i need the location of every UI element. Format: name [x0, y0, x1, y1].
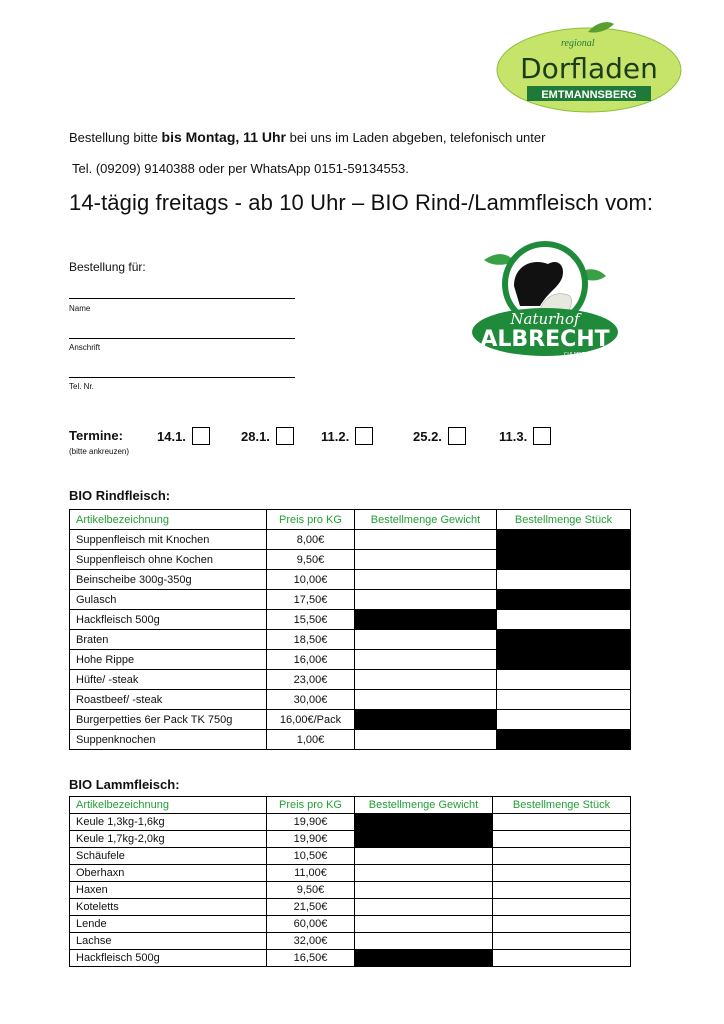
rind-table	[69, 509, 631, 750]
article-name: Schäufele	[70, 848, 267, 865]
pieces-input-cell[interactable]	[493, 865, 631, 882]
pieces-input-cell[interactable]	[493, 916, 631, 933]
article-name: Hackfleisch 500g	[70, 610, 267, 630]
article-price: 8,00€	[267, 530, 355, 550]
article-name: Keule 1,7kg-2,0kg	[70, 831, 267, 848]
article-price: 19,90€	[267, 831, 355, 848]
article-price: 9,50€	[267, 550, 355, 570]
table-row	[70, 882, 631, 899]
termine-label: Termine:	[69, 428, 123, 443]
weight-cell-blocked	[355, 831, 493, 848]
pieces-cell-blocked	[497, 550, 631, 570]
lamm-section-title: BIO Lammfleisch:	[69, 777, 180, 792]
article-price: 1,00€	[267, 730, 355, 750]
article-name: Lachse	[70, 933, 267, 950]
article-price: 10,00€	[267, 570, 355, 590]
weight-cell-blocked	[355, 814, 493, 831]
article-name: Burgerpetties 6er Pack TK 750g	[70, 710, 267, 730]
article-name: Koteletts	[70, 899, 267, 916]
table-row	[70, 933, 631, 950]
table-row	[70, 550, 631, 570]
lamm-table	[69, 796, 631, 967]
table-row	[70, 899, 631, 916]
article-price: 11,00€	[267, 865, 355, 882]
checkbox[interactable]	[533, 427, 551, 445]
logo-name: Dorfladen	[520, 52, 658, 85]
col-header-article: Artikelbezeichnung	[70, 510, 267, 530]
weight-input-cell[interactable]	[355, 933, 493, 950]
pieces-input-cell[interactable]	[497, 610, 631, 630]
weight-input-cell[interactable]	[355, 865, 493, 882]
pieces-input-cell[interactable]	[493, 848, 631, 865]
article-name: Hüfte/ -steak	[70, 670, 267, 690]
table-row	[70, 916, 631, 933]
article-price: 23,00€	[267, 670, 355, 690]
pieces-input-cell[interactable]	[493, 899, 631, 916]
pieces-cell-blocked	[497, 650, 631, 670]
date-option[interactable]: 25.2.	[413, 427, 466, 445]
pieces-input-cell[interactable]	[493, 950, 631, 967]
checkbox[interactable]	[276, 427, 294, 445]
table-row	[70, 690, 631, 710]
weight-input-cell[interactable]	[355, 550, 497, 570]
article-name: Keule 1,3kg-1,6kg	[70, 814, 267, 831]
weight-input-cell[interactable]	[355, 650, 497, 670]
article-price: 16,00€	[267, 650, 355, 670]
address-label: Anschrift	[69, 343, 101, 352]
logo-line1: Naturhof	[510, 310, 580, 328]
table-row	[70, 630, 631, 650]
weight-cell-blocked	[355, 610, 497, 630]
pieces-input-cell[interactable]	[493, 933, 631, 950]
termine-hint: (bitte ankreuzen)	[69, 447, 130, 456]
table-row	[70, 570, 631, 590]
dorfladen-logo	[496, 22, 682, 114]
article-price: 32,00€	[267, 933, 355, 950]
article-price: 9,50€	[267, 882, 355, 899]
weight-input-cell[interactable]	[355, 530, 497, 550]
weight-input-cell[interactable]	[355, 730, 497, 750]
article-name: Braten	[70, 630, 267, 650]
weight-input-cell[interactable]	[355, 916, 493, 933]
pieces-input-cell[interactable]	[493, 814, 631, 831]
weight-input-cell[interactable]	[355, 630, 497, 650]
col-header-pieces: Bestellmenge Stück	[497, 510, 631, 530]
article-name: Suppenfleisch mit Knochen	[70, 530, 267, 550]
page-title: 14-tägig freitags - ab 10 Uhr – BIO Rind-/Lammfleisch vom:	[69, 190, 654, 215]
col-header-article: Artikelbezeichnung	[70, 797, 267, 814]
article-name: Suppenfleisch ohne Kochen	[70, 550, 267, 570]
weight-input-cell[interactable]	[355, 899, 493, 916]
logo-tag: regional	[561, 38, 595, 49]
article-name: Oberhaxn	[70, 865, 267, 882]
intro-line-1: Bestellung bitte bis Montag, 11 Uhr bei uns im Laden abgeben, telefonisch unter	[69, 129, 546, 145]
name-label: Name	[69, 304, 91, 313]
rind-section-title: BIO Rindfleisch:	[69, 488, 171, 503]
date-option[interactable]: 11.3.	[499, 427, 551, 445]
table-row	[70, 831, 631, 848]
article-price: 60,00€	[267, 916, 355, 933]
col-header-weight: Bestellmenge Gewicht	[355, 797, 493, 814]
intro-line-2: Tel. (09209) 9140388 oder per WhatsApp 0151-59134553.	[72, 161, 409, 176]
naturhof-albrecht-logo	[470, 236, 620, 368]
article-name: Beinscheibe 300g-350g	[70, 570, 267, 590]
pieces-cell-blocked	[497, 630, 631, 650]
order-for-label: Bestellung für:	[69, 260, 146, 274]
weight-input-cell[interactable]	[355, 590, 497, 610]
weight-cell-blocked	[355, 710, 497, 730]
article-name: Suppenknochen	[70, 730, 267, 750]
logo-line2: ALBRECHT	[480, 327, 610, 352]
table-row	[70, 530, 631, 550]
weight-input-cell[interactable]	[355, 690, 497, 710]
weight-input-cell[interactable]	[355, 670, 497, 690]
pieces-input-cell[interactable]	[497, 670, 631, 690]
article-name: Haxen	[70, 882, 267, 899]
col-header-weight: Bestellmenge Gewicht	[355, 510, 497, 530]
phone-label: Tel. Nr.	[69, 382, 94, 391]
date-option[interactable]: 28.1.	[241, 427, 294, 445]
table-row	[70, 710, 631, 730]
name-line[interactable]	[69, 298, 295, 299]
pieces-cell-blocked	[497, 590, 631, 610]
logo-line3: CULMBERG	[563, 352, 593, 358]
pieces-cell-blocked	[497, 530, 631, 550]
article-price: 30,00€	[267, 690, 355, 710]
article-name: Lende	[70, 916, 267, 933]
weight-input-cell[interactable]	[355, 882, 493, 899]
article-price: 19,90€	[267, 814, 355, 831]
table-row	[70, 865, 631, 882]
weight-input-cell[interactable]	[355, 570, 497, 590]
article-name: Gulasch	[70, 590, 267, 610]
table-row	[70, 670, 631, 690]
article-price: 15,50€	[267, 610, 355, 630]
pieces-input-cell[interactable]	[493, 831, 631, 848]
date-option[interactable]: 14.1.	[157, 427, 210, 445]
article-name: Roastbeef/ -steak	[70, 690, 267, 710]
article-price: 21,50€	[267, 899, 355, 916]
pieces-input-cell[interactable]	[493, 882, 631, 899]
col-header-price: Preis pro KG	[267, 510, 355, 530]
checkbox[interactable]	[355, 427, 373, 445]
logo-place: EMTMANNSBERG	[541, 89, 637, 101]
table-row	[70, 730, 631, 750]
pieces-input-cell[interactable]	[497, 690, 631, 710]
table-row	[70, 590, 631, 610]
article-price: 16,00€/Pack	[267, 710, 355, 730]
weight-cell-blocked	[355, 950, 493, 967]
weight-input-cell[interactable]	[355, 848, 493, 865]
table-row	[70, 848, 631, 865]
col-header-pieces: Bestellmenge Stück	[493, 797, 631, 814]
table-row	[70, 610, 631, 630]
col-header-price: Preis pro KG	[267, 797, 355, 814]
table-row	[70, 650, 631, 670]
table-row	[70, 814, 631, 831]
article-name: Hohe Rippe	[70, 650, 267, 670]
pieces-cell-blocked	[497, 730, 631, 750]
pieces-input-cell[interactable]	[497, 710, 631, 730]
article-price: 17,50€	[267, 590, 355, 610]
date-option[interactable]: 11.2.	[321, 427, 373, 445]
checkbox[interactable]	[448, 427, 466, 445]
article-price: 18,50€	[267, 630, 355, 650]
table-row	[70, 950, 631, 967]
article-price: 10,50€	[267, 848, 355, 865]
pieces-input-cell[interactable]	[497, 570, 631, 590]
address-line[interactable]	[69, 338, 295, 339]
phone-line[interactable]	[69, 377, 295, 378]
article-name: Hackfleisch 500g	[70, 950, 267, 967]
article-price: 16,50€	[267, 950, 355, 967]
checkbox[interactable]	[192, 427, 210, 445]
